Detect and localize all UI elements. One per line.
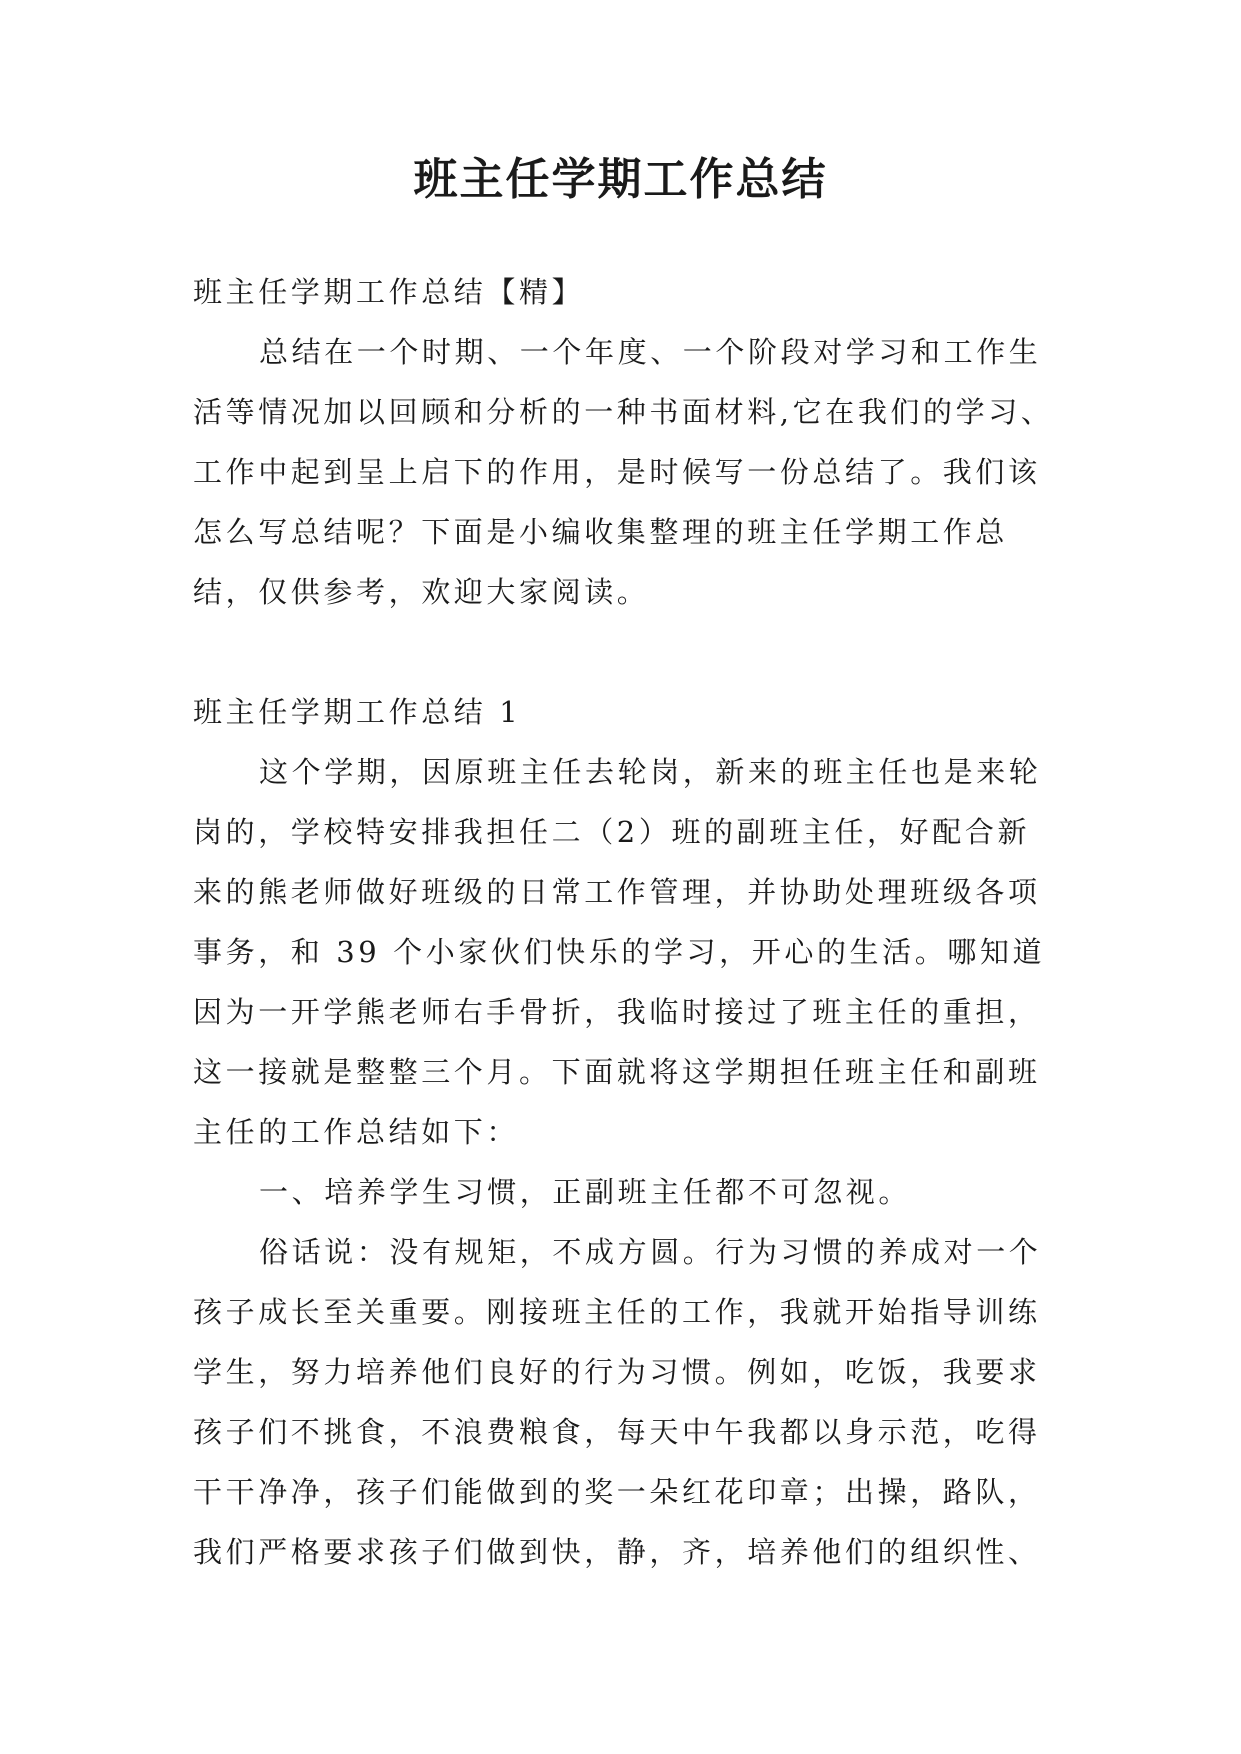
section-heading: 班主任学期工作总结 1 xyxy=(193,695,522,729)
intro-paragraph-line: 总结在一个时期、一个年度、一个阶段对学习和工作生 xyxy=(259,335,1042,369)
body-paragraph-line: 岗的，学校特安排我担任二（2）班的副班主任，好配合新 xyxy=(193,815,1031,849)
intro-paragraph-line: 工作中起到呈上启下的作用，是时候写一份总结了。我们该 xyxy=(193,455,1041,489)
body-paragraph-line: 孩子们不挑食，不浪费粮食，每天中午我都以身示范，吃得 xyxy=(193,1415,1041,1449)
body-paragraph-line: 学生，努力培养他们良好的行为习惯。例如，吃饭，我要求 xyxy=(193,1355,1041,1389)
body-paragraph-line: 我们严格要求孩子们做到快，静，齐，培养他们的组织性、 xyxy=(193,1535,1041,1569)
body-paragraph-line: 俗话说：没有规矩，不成方圆。行为习惯的养成对一个 xyxy=(259,1235,1042,1269)
body-paragraph-line: 孩子成长至关重要。刚接班主任的工作，我就开始指导训练 xyxy=(193,1295,1041,1329)
document-title: 班主任学期工作总结 xyxy=(413,154,828,205)
body-paragraph-line: 来的熊老师做好班级的日常工作管理，并协助处理班级各项 xyxy=(193,875,1041,909)
body-paragraph-line: 这个学期，因原班主任去轮岗，新来的班主任也是来轮 xyxy=(259,755,1042,789)
section-spacer xyxy=(193,622,1061,682)
subsection-heading: 一、培养学生习惯，正副班主任都不可忽视。 xyxy=(259,1175,912,1209)
intro-paragraph-line: 活等情况加以回顾和分析的一种书面材料,它在我们的学习、 xyxy=(193,395,1054,429)
document-body xyxy=(193,262,1061,1582)
body-paragraph-line: 这一接就是整整三个月。下面就将这学期担任班主任和副班 xyxy=(193,1055,1041,1089)
intro-paragraph-line: 怎么写总结呢？下面是小编收集整理的班主任学期工作总 xyxy=(193,515,1009,549)
body-paragraph-line: 干干净净，孩子们能做到的奖一朵红花印章；出操，路队， xyxy=(193,1475,1041,1509)
body-paragraph-line: 事务，和 39 个小家伙们快乐的学习，开心的生活。哪知道 xyxy=(193,935,1046,969)
intro-paragraph-line: 结，仅供参考，欢迎大家阅读。 xyxy=(193,575,650,609)
intro-heading: 班主任学期工作总结【精】 xyxy=(193,275,585,309)
body-paragraph-line: 因为一开学熊老师右手骨折，我临时接过了班主任的重担， xyxy=(193,995,1041,1029)
body-paragraph-line: 主任的工作总结如下： xyxy=(193,1115,520,1149)
